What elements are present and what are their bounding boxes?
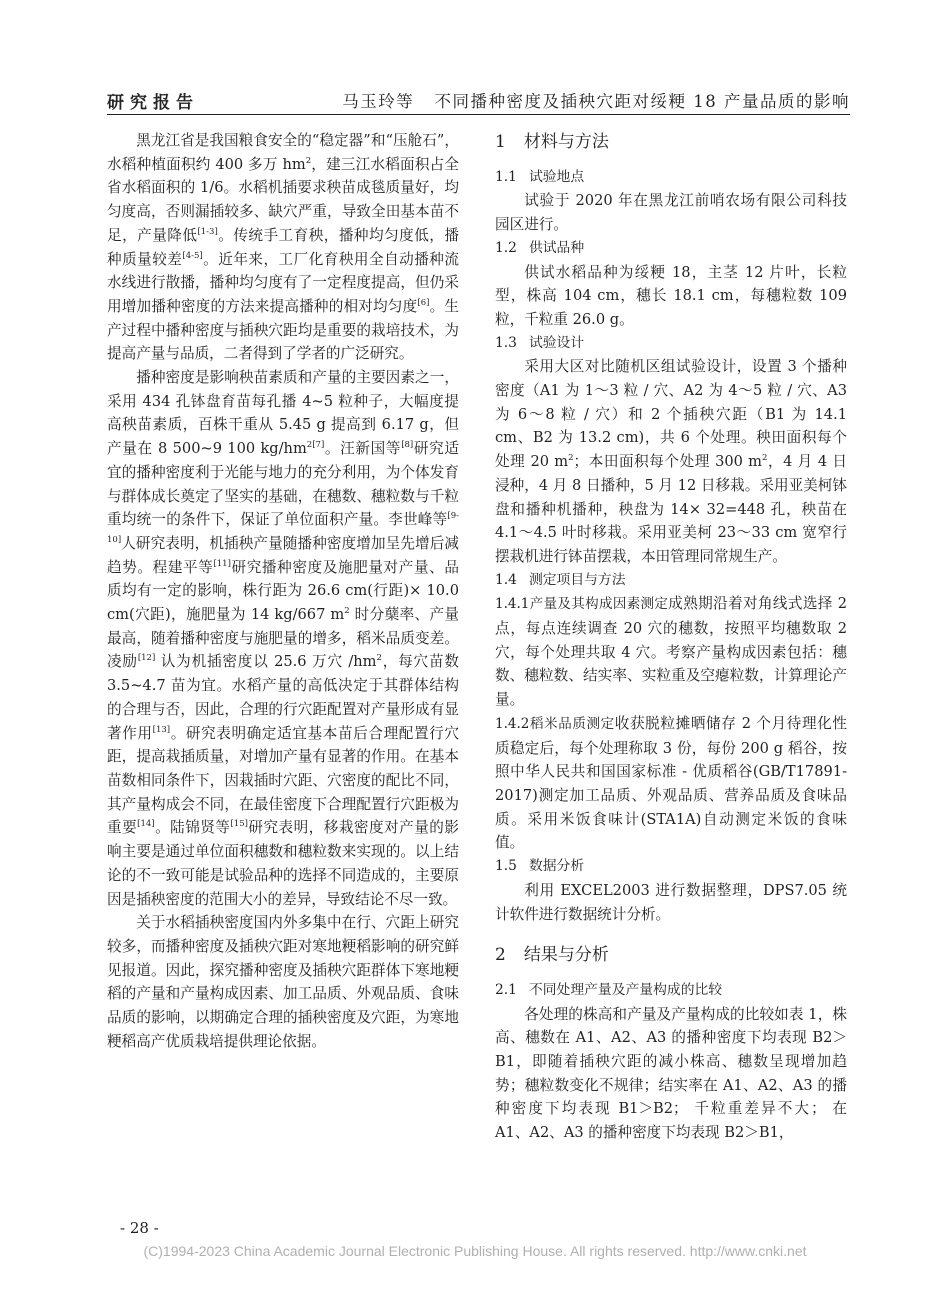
citation: [9-10] <box>107 511 459 546</box>
citation: [14] <box>137 819 155 830</box>
citation: [13] <box>152 724 171 735</box>
section-heading-2: 2 结果与分析 <box>495 945 609 966</box>
left-column <box>107 129 459 1053</box>
citation: [7] <box>312 440 325 451</box>
header-title: 不同播种密度及插秧穴距对绥粳 18 产量品质的影响 <box>434 92 850 111</box>
citation: [1-3] <box>197 226 218 237</box>
intro-paragraph-1: 黑龙江省是我国粮食安全的“稳定器”和“压舱石”，水稻种植面积约 400 多万 hm$^2$，建三江水稻面积占全省水稻面积的 1/6。水稻机插要求秧苗成毯质量好，均匀度高，否则漏插较多、缺穴严重，导致全田基本苗不足，产量降低[1-3]。传统手工育秧，播种均匀度低，播种质量较差[4-5]。近年来，工厂化育秧用全自动播种流水线进行散播，播种均匀度有了一定程度提高，但仍采用增加播种密度的方法来提高播种的相对均匀度[6]。生产过程中播种密度与插秧穴距均是重要的栽培技术，为提高产量与品质，二者得到了学者的广泛研究。 <box>107 132 459 363</box>
right-column <box>495 129 847 1145</box>
citation: [8] <box>401 440 414 451</box>
paragraph-1-1: 试验于 2020 年在黑龙江前哨农场有限公司科技园区进行。 <box>495 192 847 234</box>
paragraph-1-2: 供试水稻品种为绥粳 18，主茎 12 片叶，长粒型，株高 104 cm，穗长 18.1 cm，每穗粒数 109 粒，千粒重 26.0 g。 <box>495 263 847 328</box>
citation: [6] <box>417 298 430 309</box>
subsection-heading-2-1: 2.1 不同处理产量及产量构成的比较 <box>495 981 723 998</box>
copyright-footer: (C)1994-2023 China Academic Journal Electronic Publishing House. All rights reserved. http://www.cnki.net <box>143 1243 807 1259</box>
running-title <box>342 88 850 112</box>
spacer <box>495 926 847 942</box>
subsection-heading-1-5: 1.5 数据分析 <box>495 858 585 875</box>
running-header <box>107 88 850 115</box>
page-number: - 28 - <box>120 1219 159 1237</box>
citation: [11] <box>213 558 231 569</box>
paragraph-1-4-2: 1.4.2稻米品质测定收获脱粒摊晒储存 2 个月待理化性质稳定后，每个处理称取 3 份，每份 200 g 稻谷，按照中华人民共和国国家标准 - 优质稻谷(GB/T17891- 2017)测定加工品质、外观品质、营养品质及食味品质。采用米饭食味计(STA1A)自动测定米饭的食味值。 <box>495 714 847 852</box>
intro-paragraph-2: 播种密度是影响秧苗素质和产量的主要因素之一，采用 434 孔钵盘育苗每孔播 4~5 粒种子，大幅度提高秧苗素质，百株干重从 5.45 g 提高到 6.17 g，但产量在 8 500~9 100 kg/hm$^{2[7]}$。汪新国等[8]研究适宜的播种密度利于光能与地力的充分利用，为个体发育与群体成长奠定了坚实的基础，在穗数、穗粒数与千粒重均统一的条件下，保证了单位面积产量。李世峰等[9-10]人研究表明，机插秧产量随播种密度增加呈先增后减趋势。程建平等[11]研究播种密度及施肥量对产量、品质均有一定的影响，株行距为 26.6 cm(行距)× 10.0 cm(穴距)，施肥量为 14 kg/667 m$^2$ 时分蘖率、产量最高，随着播种密度与施肥量的增多，稻米品质变差。凌励[12] 认为机插密度以 25.6 万穴 /hm$^2$，每穴苗数 3.5~4.7 苗为宜。水稻产量的高低决定于其群体结构的合理与否，因此，合理的行穴距配置对产量形成有显著作用[13]。研究表明确定适宜基本苗后合理配置行穴距，提高栽插质量，对增加产量有显著的作用。在基本苗数相同条件下，因栽插时穴距、穴密度的配比不同，其产量构成会不同，在最佳密度下合理配置行穴距极为重要[14]。陆锦贤等[15]研究表明，移栽密度对产量的影响主要是通过单位面积穗数和穗粒数来实现的。以上结论的不一致可能是试验品种的选择不同造成的，主要原因是插秧密度的范围大小的差异，导致结论不尽一致。 <box>107 369 460 908</box>
subsection-heading-1-1: 1.1 试验地点 <box>495 168 585 185</box>
citation: [4-5] <box>182 250 203 261</box>
paragraph-1-5: 利用 EXCEL2003 进行数据整理，DPS7.05 统计软件进行数据统计分析。 <box>495 881 847 923</box>
section-label: 研究报告 <box>107 93 199 113</box>
paragraph-1-3: 采用大区对比随机区组试验设计，设置 3 个播种密度（A1 为 1～3 粒 / 穴、A2 为 4～5 粒 / 穴、A3 为 6～8 粒 / 穴）和 2 个插秧穴距（B1 为 14.1 cm、B2 为 13.2 cm)，共 6 个处理。秧田面积每个处理 20 m$^2$；本田面积每个处理 300 m$^2$，4 月 4 日浸种，4 月 8 日播种，5 月 12 日移栽。采用亚美柯钵盘和播种机播种，秧盘为 14× 32=448 孔，秧苗在 4.1～4.5 叶时移栽。采用亚美柯 23～33 cm 宽窄行摆栽机进行钵苗摆栽，本田管理同常规生产。 <box>495 358 847 565</box>
paragraph-1-4-1: 1.4.1产量及其构成因素测定成熟期沿着对角线式选择 2 点，每点连续调查 20 穴的穗数，按照平均穗数取 2 穴，每个处理共取 4 穴。考察产量构成因素包括：穗数、穗粒数、结实率、实粒重及空瘪粒数，计算理论产量。 <box>495 595 848 709</box>
citation: [12] <box>137 653 156 664</box>
citation: [15] <box>230 819 248 830</box>
subsection-heading-1-2: 1.2 供试品种 <box>495 239 585 256</box>
subsection-heading-1-3: 1.3 试验设计 <box>495 334 585 351</box>
paragraph-2-1: 各处理的株高和产量及产量构成的比较如表 1，株高、穗数在 A1、A2、A3 的播种密度下均表现 B2＞B1，即随着插秧穴距的减小株高、穗数呈现增加趋势；穗粒数变化不规律；结实率在 A1、A2、A3 的播种密度下均表现 B1＞B2； 千粒重差异不大； 在 A1、A2、A3 的播种密度下均表现 B2＞B1， <box>495 1005 847 1142</box>
header-authors: 马玉玲等 <box>342 92 415 111</box>
intro-paragraph-3: 关于水稻插秧密度国内外多集中在行、穴距上研究较多，而播种密度及插秧穴距对寒地粳稻影响的研究鲜见报道。因此，探究播种密度及插秧穴距群体下寒地粳稻的产量和产量构成因素、加工品质、外观品质、食味品质的影响，以期确定合理的插秧密度及穴距，为寒地粳稻高产优质栽培提供理论依据。 <box>107 914 459 1050</box>
section-heading-1: 1 材料与方法 <box>495 132 609 152</box>
subsection-heading-1-4: 1.4 测定项目与方法 <box>495 571 626 588</box>
